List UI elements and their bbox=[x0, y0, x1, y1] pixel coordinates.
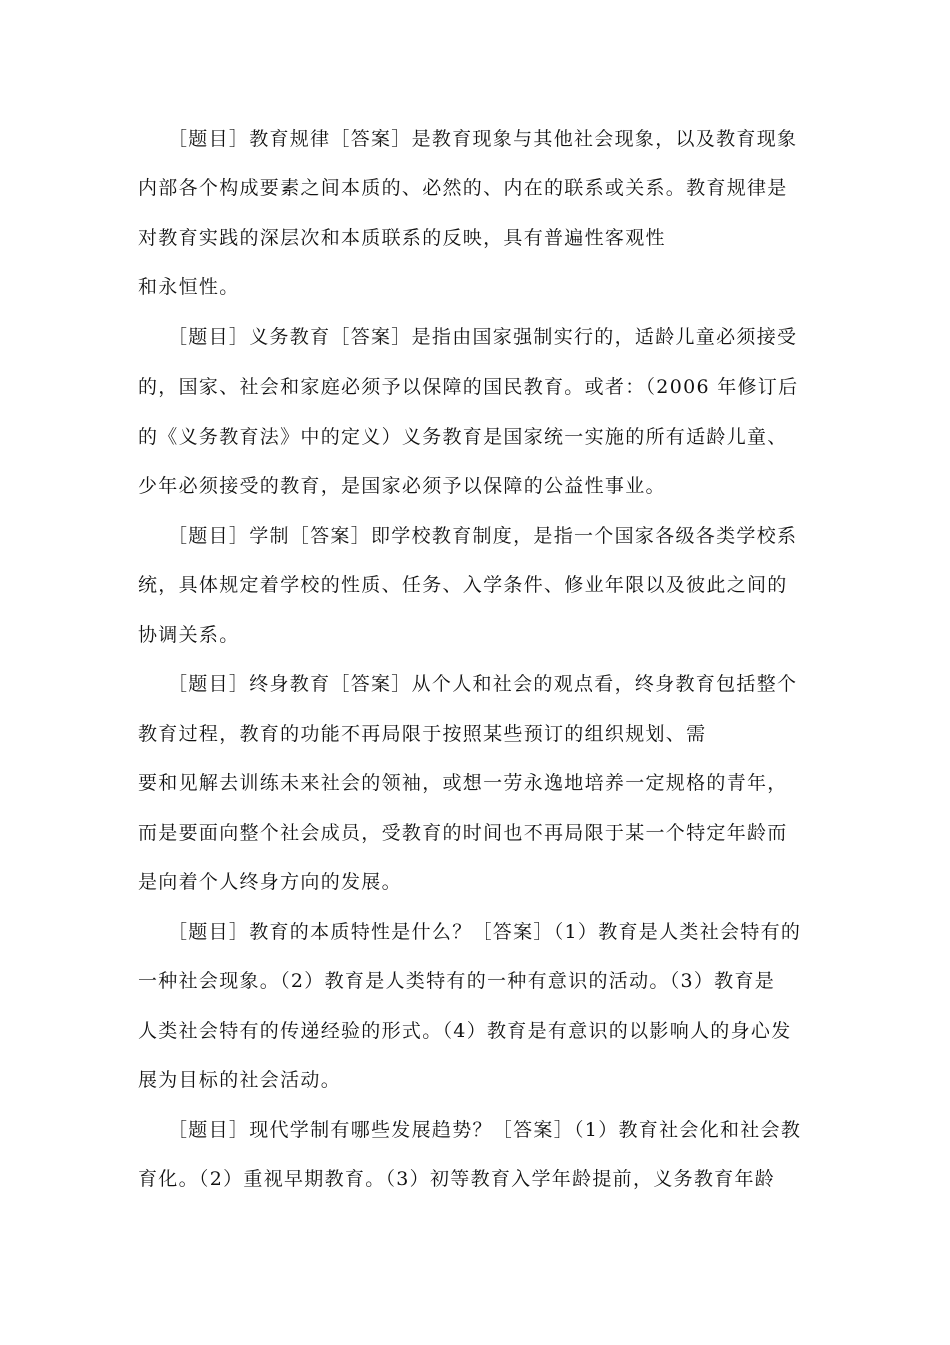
text-line: ［题目］学制［答案］即学校教育制度，是指一个国家各级各类学校系 bbox=[168, 525, 798, 547]
text-line: 统，具体规定着学校的性质、任务、入学条件、修业年限以及彼此之间的 bbox=[138, 574, 788, 596]
text-line: 协调关系。 bbox=[138, 624, 240, 646]
text-line: ［题目］终身教育［答案］从个人和社会的观点看，终身教育包括整个 bbox=[168, 673, 798, 695]
text-line: 的《义务教育法》中的定义）义务教育是国家统一实施的所有适龄儿童、 bbox=[138, 426, 788, 448]
text-line: ［题目］教育规律［答案］是教育现象与其他社会现象，以及教育现象 bbox=[168, 128, 798, 150]
text-line: 育化。（2）重视早期教育。（3）初等教育入学年龄提前，义务教育年龄 bbox=[138, 1168, 776, 1190]
text-line: 内部各个构成要素之间本质的、必然的、内在的联系或关系。教育规律是 bbox=[138, 177, 788, 199]
text-line: 而是要面向整个社会成员，受教育的时间也不再局限于某一个特定年龄而 bbox=[138, 822, 788, 844]
text-line: 少年必须接受的教育，是国家必须予以保障的公益性事业。 bbox=[138, 475, 666, 497]
text-line: 一种社会现象。（2）教育是人类特有的一种有意识的活动。（3）教育是 bbox=[138, 970, 776, 992]
text-line: 人类社会特有的传递经验的形式。（4）教育是有意识的以影响人的身心发 bbox=[138, 1020, 792, 1042]
text-line: 和永恒性。 bbox=[138, 276, 240, 298]
text-line: 对教育实践的深层次和本质联系的反映，具有普遍性客观性 bbox=[138, 227, 666, 249]
text-line: ［题目］义务教育［答案］是指由国家强制实行的，适龄儿童必须接受 bbox=[168, 326, 798, 348]
text-line: 展为目标的社会活动。 bbox=[138, 1069, 342, 1091]
text-line: ［题目］现代学制有哪些发展趋势？［答案］（1）教育社会化和社会教 bbox=[168, 1119, 802, 1141]
text-line: 教育过程，教育的功能不再局限于按照某些预订的组织规划、需 bbox=[138, 723, 707, 745]
text-line: 是向着个人终身方向的发展。 bbox=[138, 871, 402, 893]
text-line: 要和见解去训练未来社会的领袖，或想一劳永逸地培养一定规格的青年， bbox=[138, 772, 788, 794]
text-line: 的，国家、社会和家庭必须予以保障的国民教育。或者：（2006 年修订后 bbox=[138, 376, 799, 398]
text-line: ［题目］教育的本质特性是什么？［答案］（1）教育是人类社会特有的 bbox=[168, 921, 802, 943]
